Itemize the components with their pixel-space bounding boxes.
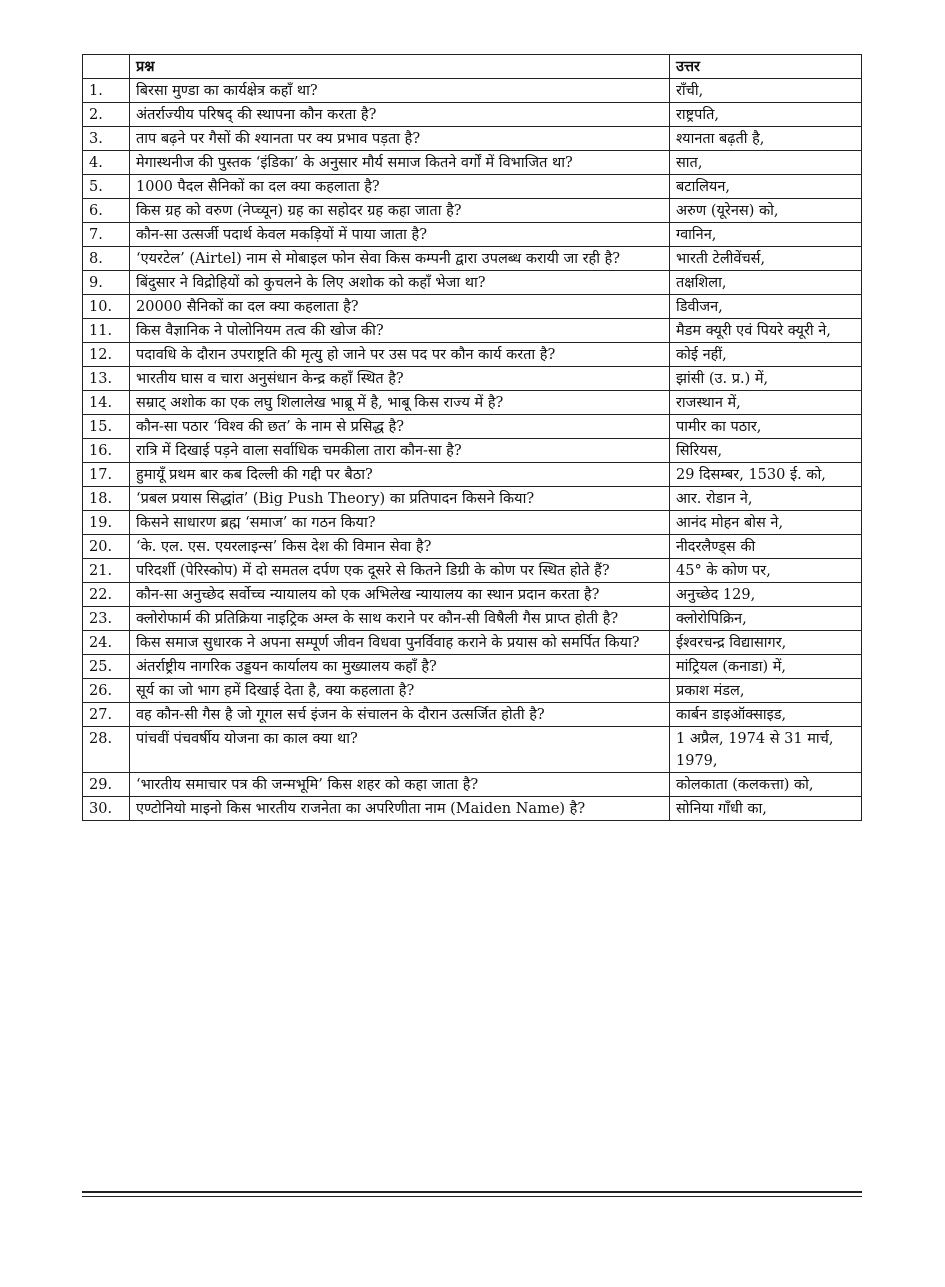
row-number: 11. bbox=[83, 319, 130, 343]
row-number: 13. bbox=[83, 367, 130, 391]
row-number: 30. bbox=[83, 797, 130, 821]
row-question: किस ग्रह को वरुण (नेप्च्यून) ग्रह का सहोदर ग्रह कहा जाता है? bbox=[130, 199, 670, 223]
row-question: हुमायूँ प्रथम बार कब दिल्ली की गद्दी पर बैठा? bbox=[130, 463, 670, 487]
row-answer: बटालियन, bbox=[670, 175, 862, 199]
row-question: बिरसा मुण्डा का कार्यक्षेत्र कहाँ था? bbox=[130, 79, 670, 103]
table-row bbox=[83, 487, 862, 511]
row-number: 10. bbox=[83, 295, 130, 319]
table-row bbox=[83, 247, 862, 271]
row-answer: मैडम क्यूरी एवं पियरे क्यूरी ने, bbox=[670, 319, 862, 343]
row-question: मेगास्थनीज की पुस्तक ‘इंडिका’ के अनुसार मौर्य समाज कितने वर्गों में विभाजित था? bbox=[130, 151, 670, 175]
row-question: किस समाज सुधारक ने अपना सम्पूर्ण जीवन विधवा पुनर्विवाह कराने के प्रयास को समर्पित किया? bbox=[130, 631, 670, 655]
row-answer: आर. रोडान ने, bbox=[670, 487, 862, 511]
row-question: परिदर्शी (पेरिस्कोप) में दो समतल दर्पण एक दूसरे से कितने डिग्री के कोण पर स्थित होते हैं? bbox=[130, 559, 670, 583]
row-question: वह कौन-सी गैस है जो गूगल सर्च इंजन के संचालन के दौरान उत्सर्जित होती है? bbox=[130, 703, 670, 727]
row-answer: कोलकाता (कलकत्ता) को, bbox=[670, 773, 862, 797]
row-answer: अनुच्छेद 129, bbox=[670, 583, 862, 607]
table-row bbox=[83, 559, 862, 583]
row-number: 20. bbox=[83, 535, 130, 559]
row-answer: राष्ट्रपति, bbox=[670, 103, 862, 127]
table-row bbox=[83, 175, 862, 199]
row-question: अंतर्राष्ट्रीय नागरिक उड्डयन कार्यालय का मुख्यालय कहाँ है? bbox=[130, 655, 670, 679]
row-number: 15. bbox=[83, 415, 130, 439]
bottom-rule-thin bbox=[82, 1196, 862, 1197]
table-row bbox=[83, 223, 862, 247]
row-answer: ईश्वरचन्द्र विद्यासागर, bbox=[670, 631, 862, 655]
row-number: 19. bbox=[83, 511, 130, 535]
row-number: 16. bbox=[83, 439, 130, 463]
header-answer: उत्तर bbox=[670, 55, 862, 79]
row-answer: भारती टेलीवेंचर्स, bbox=[670, 247, 862, 271]
row-number: 3. bbox=[83, 127, 130, 151]
row-answer: पामीर का पठार, bbox=[670, 415, 862, 439]
header-number bbox=[83, 55, 130, 79]
row-question: ‘एयरटेल’ (Airtel) नाम से मोबाइल फोन सेवा किस कम्पनी द्वारा उपलब्ध करायी जा रही है? bbox=[130, 247, 670, 271]
row-answer: क्लोरोपिक्रिन, bbox=[670, 607, 862, 631]
table-header-row bbox=[83, 55, 862, 79]
table-row bbox=[83, 703, 862, 727]
bottom-rule bbox=[82, 1191, 862, 1193]
row-number: 27. bbox=[83, 703, 130, 727]
row-answer: 1 अप्रैल, 1974 से 31 मार्च, 1979, bbox=[670, 727, 862, 773]
qa-page bbox=[82, 54, 862, 821]
table-row bbox=[83, 271, 862, 295]
row-number: 7. bbox=[83, 223, 130, 247]
table-row bbox=[83, 295, 862, 319]
row-number: 5. bbox=[83, 175, 130, 199]
row-number: 12. bbox=[83, 343, 130, 367]
row-answer: प्रकाश मंडल, bbox=[670, 679, 862, 703]
row-answer: 45° के कोण पर, bbox=[670, 559, 862, 583]
table-row bbox=[83, 679, 862, 703]
row-question: 1000 पैदल सैनिकों का दल क्या कहलाता है? bbox=[130, 175, 670, 199]
row-answer: कार्बन डाइऑक्साइड, bbox=[670, 703, 862, 727]
row-answer: मांट्रियल (कनाडा) में, bbox=[670, 655, 862, 679]
row-answer: तक्षशिला, bbox=[670, 271, 862, 295]
row-number: 14. bbox=[83, 391, 130, 415]
row-number: 23. bbox=[83, 607, 130, 631]
table-row bbox=[83, 655, 862, 679]
row-answer: ग्वानिन, bbox=[670, 223, 862, 247]
row-question: रात्रि में दिखाई पड़ने वाला सर्वाधिक चमकीला तारा कौन-सा है? bbox=[130, 439, 670, 463]
row-answer: अरुण (यूरेनस) को, bbox=[670, 199, 862, 223]
row-question: अंतर्राज्यीय परिषद् की स्थापना कौन करता है? bbox=[130, 103, 670, 127]
table-row bbox=[83, 151, 862, 175]
table-row bbox=[83, 439, 862, 463]
table-row bbox=[83, 127, 862, 151]
table-row bbox=[83, 463, 862, 487]
table-row bbox=[83, 343, 862, 367]
row-question: किसने साधारण ब्रह्म ‘समाज’ का गठन किया? bbox=[130, 511, 670, 535]
row-number: 8. bbox=[83, 247, 130, 271]
row-question: कौन-सा पठार ‘विश्व की छत’ के नाम से प्रसिद्ध है? bbox=[130, 415, 670, 439]
header-question: प्रश्न bbox=[130, 55, 670, 79]
row-question: क्लोरोफार्म की प्रतिक्रिया नाइट्रिक अम्ल के साथ कराने पर कौन-सी विषैली गैस प्राप्त होती है? bbox=[130, 607, 670, 631]
table-row bbox=[83, 631, 862, 655]
table-row bbox=[83, 773, 862, 797]
row-number: 26. bbox=[83, 679, 130, 703]
row-answer: झांसी (उ. प्र.) में, bbox=[670, 367, 862, 391]
row-question: पदावधि के दौरान उपराष्ट्रति की मृत्यु हो जाने पर उस पद पर कौन कार्य करता है? bbox=[130, 343, 670, 367]
row-number: 4. bbox=[83, 151, 130, 175]
row-question: भारतीय घास व चारा अनुसंधान केन्द्र कहाँ स्थित है? bbox=[130, 367, 670, 391]
row-number: 18. bbox=[83, 487, 130, 511]
table-row bbox=[83, 797, 862, 821]
row-number: 28. bbox=[83, 727, 130, 773]
qa-table-body bbox=[83, 55, 862, 821]
row-answer: 29 दिसम्बर, 1530 ई. को, bbox=[670, 463, 862, 487]
row-number: 9. bbox=[83, 271, 130, 295]
row-answer: सात, bbox=[670, 151, 862, 175]
row-question: ‘भारतीय समाचार पत्र की जन्मभूमि’ किस शहर को कहा जाता है? bbox=[130, 773, 670, 797]
table-row bbox=[83, 535, 862, 559]
table-row bbox=[83, 199, 862, 223]
row-answer: श्यानता बढ़ती है, bbox=[670, 127, 862, 151]
row-number: 24. bbox=[83, 631, 130, 655]
row-answer: राँची, bbox=[670, 79, 862, 103]
row-question: किस वैज्ञानिक ने पोलोनियम तत्व की खोज की? bbox=[130, 319, 670, 343]
row-answer: कोई नहीं, bbox=[670, 343, 862, 367]
row-number: 29. bbox=[83, 773, 130, 797]
row-question: ‘के. एल. एस. एयरलाइन्स’ किस देश की विमान सेवा है? bbox=[130, 535, 670, 559]
row-question: सूर्य का जो भाग हमें दिखाई देता है, क्या कहलाता है? bbox=[130, 679, 670, 703]
row-number: 6. bbox=[83, 199, 130, 223]
row-answer: सोनिया गाँधी का, bbox=[670, 797, 862, 821]
table-row bbox=[83, 727, 862, 773]
row-question: बिंदुसार ने विद्रोहियों को कुचलने के लिए अशोक को कहाँ भेजा था? bbox=[130, 271, 670, 295]
row-number: 25. bbox=[83, 655, 130, 679]
row-question: ‘प्रबल प्रयास सिद्धांत’ (Big Push Theory) का प्रतिपादन किसने किया? bbox=[130, 487, 670, 511]
table-row bbox=[83, 103, 862, 127]
table-row bbox=[83, 607, 862, 631]
row-question: कौन-सा उत्सर्जी पदार्थ केवल मकड़ियों में पाया जाता है? bbox=[130, 223, 670, 247]
row-question: एण्टोनियो माइनो किस भारतीय राजनेता का अपरिणीता नाम (Maiden Name) है? bbox=[130, 797, 670, 821]
table-row bbox=[83, 415, 862, 439]
row-answer: नीदरलैण्ड्स की bbox=[670, 535, 862, 559]
table-row bbox=[83, 511, 862, 535]
row-question: कौन-सा अनुच्छेद सर्वोच्च न्यायालय को एक अभिलेख न्यायालय का स्थान प्रदान करता है? bbox=[130, 583, 670, 607]
row-number: 1. bbox=[83, 79, 130, 103]
table-row bbox=[83, 79, 862, 103]
row-answer: राजस्थान में, bbox=[670, 391, 862, 415]
row-number: 17. bbox=[83, 463, 130, 487]
row-question: पांचवीं पंचवर्षीय योजना का काल क्या था? bbox=[130, 727, 670, 773]
row-number: 22. bbox=[83, 583, 130, 607]
table-row bbox=[83, 583, 862, 607]
row-question: ताप बढ़ने पर गैसों की श्यानता पर क्य प्रभाव पड़ता है? bbox=[130, 127, 670, 151]
table-row bbox=[83, 391, 862, 415]
row-question: 20000 सैनिकों का दल क्या कहलाता है? bbox=[130, 295, 670, 319]
row-number: 2. bbox=[83, 103, 130, 127]
row-answer: आनंद मोहन बोस ने, bbox=[670, 511, 862, 535]
table-row bbox=[83, 367, 862, 391]
row-answer: सिरियस, bbox=[670, 439, 862, 463]
row-number: 21. bbox=[83, 559, 130, 583]
table-row bbox=[83, 319, 862, 343]
qa-table bbox=[82, 54, 862, 821]
row-answer: डिवीजन, bbox=[670, 295, 862, 319]
row-question: सम्राट् अशोक का एक लघु शिलालेख भाब्रू में है, भाबू किस राज्य में है? bbox=[130, 391, 670, 415]
